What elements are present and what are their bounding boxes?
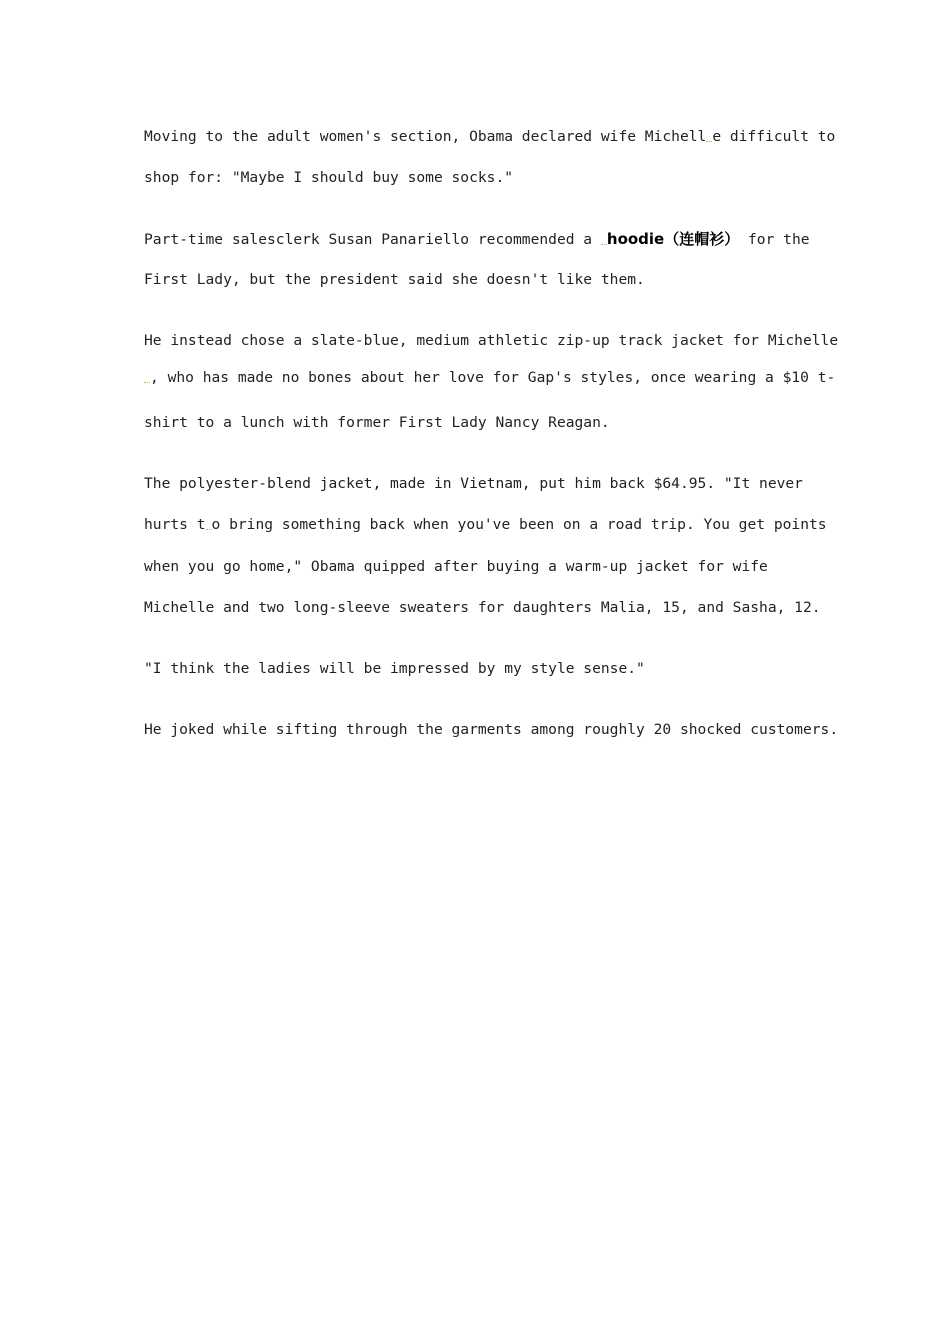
text-span: Moving to the adult women's section, Obama declared wife Michell (144, 128, 707, 145)
paragraph-3-line-2 (144, 368, 835, 388)
paragraph-2-line-2: First Lady, but the president said she doesn't like them. (144, 271, 645, 288)
paragraph-2-line-1 (144, 229, 810, 250)
paragraph-1-line-1 (144, 127, 835, 147)
text-span: , who has made no bones about her love for Gap's styles, once wearing a $10 t- (150, 369, 836, 386)
text-span: o bring something back when you've been on a road trip. You get points (211, 516, 827, 533)
text-span: e difficult to (712, 128, 836, 145)
paragraph-4-line-1: The polyester-blend jacket, made in Vietnam, put him back $64.95. "It never (144, 475, 803, 492)
paragraph-4-line-2 (144, 515, 827, 535)
text-span: hurts t (144, 516, 206, 533)
hoodie-term: hoodie（连帽衫） (606, 230, 740, 248)
paragraph-5-line-1: "I think the ladies will be impressed by my style sense." (144, 660, 645, 677)
paragraph-6-line-1: He joked while sifting through the garments among roughly 20 shocked customers. (144, 721, 839, 738)
text-span: Part-time salesclerk Susan Panariello recommended a (144, 231, 601, 248)
text-span: for the (739, 231, 810, 248)
paragraph-4-line-3: when you go home," Obama quipped after buying a warm-up jacket for wife (144, 558, 768, 575)
paragraph-4-line-4: Michelle and two long-sleeve sweaters for daughters Malia, 15, and Sasha, 12. (144, 599, 821, 616)
paragraph-3-line-1: He instead chose a slate-blue, medium athletic zip-up track jacket for Michelle (144, 332, 839, 349)
paragraph-1-line-2: shop for: "Maybe I should buy some socks." (144, 169, 514, 186)
paragraph-3-line-3: shirt to a lunch with former First Lady Nancy Reagan. (144, 414, 610, 431)
